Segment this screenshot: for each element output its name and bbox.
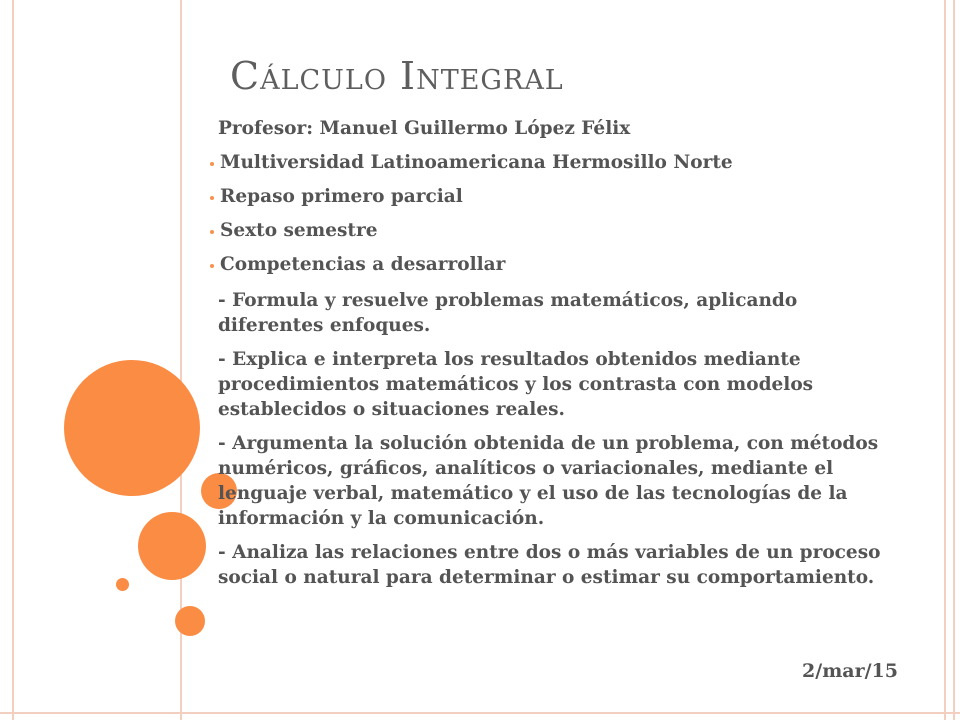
bullet-item: [210, 152, 908, 174]
bullet-text: Repaso primero parcial: [220, 186, 463, 207]
slide-title: Cálculo Integral: [230, 54, 564, 98]
decor-circle-medium: [138, 512, 206, 580]
slide-content: [218, 118, 908, 599]
decor-circle-large: [64, 360, 200, 496]
competency-item: - Formula y resuelve problemas matemáticos, aplicando diferentes enfoques.: [218, 290, 798, 336]
decor-circle-tiny: [116, 578, 129, 591]
bullet-item: [210, 220, 908, 242]
bullet-text: Multiversidad Latinoamericana Hermosillo Norte: [220, 152, 733, 173]
competency-item: - Analiza las relaciones entre dos o más variables de un proceso social o natural para determinar o estimar su comportamiento.: [218, 542, 881, 588]
bullet-dot: [210, 196, 214, 200]
bullet-item: [210, 254, 908, 276]
competency-item: - Argumenta la solución obtenida de un problema, con métodos numéricos, gráficos, analíticos o variacionales, mediante el lenguaje verbal, matemático y el uso de las tecnologías de la información y la comunicación.: [218, 433, 879, 529]
bullet-dot: [210, 230, 214, 234]
professor-line: Profesor: Manuel Guillermo López Félix: [218, 118, 631, 139]
frame-line-right-inner: [953, 0, 955, 720]
bullet-dot: [210, 264, 214, 268]
decor-circle-small-lower: [175, 606, 205, 636]
competency-item: - Explica e interpreta los resultados obtenidos mediante procedimientos matemáticos y los contrasta con modelos establecidos o situaciones reales.: [218, 349, 814, 420]
slide-date: 2/mar/15: [802, 660, 898, 682]
frame-line-right-outer: [944, 0, 946, 720]
bullet-text: Competencias a desarrollar: [220, 254, 506, 275]
frame-line-bottom: [0, 712, 960, 714]
bullet-item: [210, 186, 908, 208]
frame-line-left-outer: [12, 0, 14, 720]
bullet-dot: [210, 162, 214, 166]
bullet-text: Sexto semestre: [220, 220, 378, 241]
